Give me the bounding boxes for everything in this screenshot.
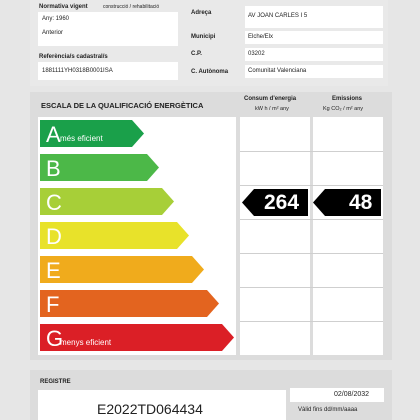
emissions-header: Emissions	[332, 96, 363, 102]
row-separator	[240, 321, 383, 322]
row-separator	[240, 219, 383, 220]
rating-bar-shape	[40, 290, 219, 317]
row-lines	[240, 117, 383, 355]
rating-bar-f	[40, 290, 219, 317]
row-separator	[240, 287, 383, 288]
rating-bar-b	[40, 154, 159, 181]
emissions-value: 48	[349, 191, 373, 214]
rating-letter: C	[46, 190, 62, 215]
adreca-label: Adreça	[191, 10, 212, 16]
rating-bar-c	[40, 188, 174, 215]
emissions-unit: Kg CO₂ / m² any	[323, 106, 364, 112]
any-value: Any: 1960	[42, 16, 70, 22]
rating-letter: F	[46, 292, 60, 317]
rating-sub-label: menys eficient	[60, 338, 112, 347]
rating-bar-shape	[40, 222, 189, 249]
rating-letter: A	[46, 122, 61, 147]
scale-title: ESCALA DE LA QUALIFICACIÓ ENERGÈTICA	[41, 101, 204, 110]
adreca-value: AV JOAN CARLES I 5	[248, 13, 308, 19]
normativa-label: Normativa vigent	[39, 4, 88, 10]
referencia-label: Referència/s cadastral/s	[39, 54, 108, 60]
autonoma-label: C. Autònoma	[191, 69, 229, 75]
construccio-label: construcció / rehabilitació	[103, 4, 160, 10]
municipi-value: Elche/Elx	[248, 34, 274, 40]
rating-letter: G	[46, 326, 64, 351]
anterior-value: Anterior	[42, 30, 64, 36]
emissions-indicator	[313, 189, 381, 216]
row-separator	[240, 185, 383, 186]
rating-letter: B	[46, 156, 61, 181]
cp-field	[245, 48, 383, 61]
registre-number: E2022TD064434	[97, 401, 203, 417]
rating-bar-shape	[40, 256, 204, 283]
municipi-label: Municipi	[191, 34, 216, 40]
rating-bar-e	[40, 256, 204, 283]
valid-label: Vàlid fins dd/mm/aaaa	[298, 407, 358, 413]
cp-label: C.P.	[191, 51, 202, 57]
rating-bar-g	[40, 324, 234, 351]
rating-bar-d	[40, 222, 189, 249]
rating-sub-label: més eficient	[60, 134, 103, 143]
consum-indicator	[242, 189, 308, 216]
registre-date: 02/08/2032	[334, 391, 370, 398]
consum-header: Consum d'energia	[244, 96, 297, 102]
consum-value: 264	[264, 191, 300, 214]
rating-letter: E	[46, 258, 61, 283]
registre-label: REGISTRE	[40, 379, 71, 385]
referencia-value: 1881111YH0318B0001ISA	[42, 68, 113, 74]
rating-letter: D	[46, 224, 62, 249]
autonoma-value: Comunitat Valenciana	[248, 68, 307, 74]
rating-bar-a	[40, 120, 144, 147]
row-separator	[240, 253, 383, 254]
consum-unit: kW h / m² any	[255, 106, 289, 112]
rating-bars	[38, 117, 236, 355]
row-separator	[240, 151, 383, 152]
cp-value: 03202	[248, 51, 265, 57]
